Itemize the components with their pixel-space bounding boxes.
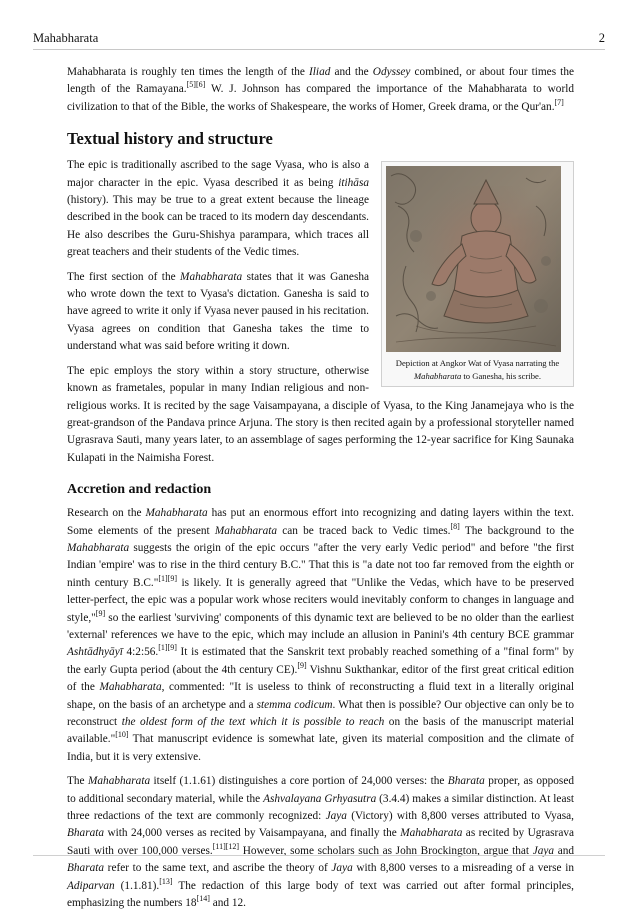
citation-link[interactable]: [7] [554, 98, 564, 108]
citation-link[interactable]: [10] [115, 730, 129, 740]
section-heading-textual-history: Textual history and structure [67, 129, 273, 149]
paragraph-ganesha: The first section of the Mahabharata states that it was Ganesha who wrote down the text to Vyasa's dictation. Ganesha is said to have agreed to write it only if Vyasa never paused in his recitation. Vyasa agrees on condition that Ganesha takes the time to understand what was said before writing it down. [67, 270, 370, 353]
running-header [33, 31, 605, 50]
angkor-wat-relief-image[interactable] [386, 166, 561, 352]
figure-caption: Depiction at Angkor Wat of Vyasa narrating the Mahabharata to Ganesha, his scribe. [395, 358, 560, 382]
page-number: 2 [598, 31, 605, 45]
citation-link[interactable]: [5][6] [186, 80, 206, 90]
intro-paragraph: Mahabharata is roughly ten times the length of the Iliad and the Odyssey combined, or about four times the length of the Ramayana.[5][6] W. J. Johnson has compared the importance of the Mahabharata to world civilization to that of the Bible, the works of Shakespeare, the works of Homer, Greek drama, or the Qur'an.[7] [67, 66, 574, 113]
paragraph-research: Research on the Mahabharata has put an enormous effort into recognizing and dating layers within the text. Some elements of the present Mahabharata can be traced back to Vedic times.[8] The background to the Mahabharata suggests the origin of the epic occurs "after the very early Vedic period" and before "the first Indian 'empire' was to rise in the third century B.C." That this is "a date not too far removed from the eighth or ninth century B.C."[1][9] is likely. It is generally agreed that "Unlike the Vedas, which have to be preserved letter-perfect, the epic was a popular work whose reciters would inevitably conform to changes in language and style,"[9] so the earliest 'surviving' components of this dynamic text are believed to be no older than the earliest 'external' references we have to the epic, which may include an allusion in Panini's 4th century BCE grammar Ashtādhyāyī 4:2:56.[1][9] It is estimated that the Sanskrit text probably reached something of a "final form" by the early Gupta period (about the 4th century CE).[9] Vishnu Sukthankar, editor of the first great critical edition of the Mahabharata, commented: "It is useless to think of reconstructing a fluid text in a literally original shape, on the basis of an archetype and a stemma codicum. What then is possible? Our objective can only be to reconstruct the oldest form of the text which it is possible to reach on the basis of the manuscript material available."[10] That manuscript evidence is somewhat late, given its material composition and the climate of India, but it is very extensive. [67, 507, 575, 763]
paragraph-redactions: The Mahabharata itself (1.1.61) distinguishes a core portion of 24,000 verses: the Bharata proper, as opposed to additional secondary material, while the Ashvalayana Grhyasutra (3.4.4) makes a similar distinction. At least three redactions of the text are commonly recognized: Jaya (Victory) with 8,800 verses attributed to Vyasa, Bharata with 24,000 verses as recited by Vaisampayana, and finally the Mahabharata as recited by Ugrasrava Sauti with over 100,000 verses.[11][12] However, some scholars such as John Brockington, argue that Jaya and Bharata refer to the same text, and ascribe the theory of Jaya with 8,800 verses to a misreading of a verse in Adiparvan (1.1.81).[13] The redaction of this large body of text was carried out after formal principles, emphasizing the numbers 18[14] and 12. [67, 775, 574, 910]
angkor-wat-figure [381, 161, 574, 387]
section-heading-accretion: Accretion and redaction [67, 482, 212, 498]
citation-link[interactable]: [1][9] [158, 643, 177, 653]
paragraph-frametales: The epic employs the story within a story structure, otherwise known as frametales, popular in many Indian religious and non-religious works. It is recited by the sage Vaisampayana, a disciple of Vyasa, to the King Janamejaya who is the great-grandson of the Pandava prince Arjuna. The story is then recited again by a professional storyteller named Ugrasrava Sauti, many years later, to an assemblage of sages performing the 12-year sacrifice for King Saunaka Kulapati in the Naimisha Forest. [67, 364, 574, 464]
header-title: Mahabharata [33, 31, 99, 45]
citation-link[interactable]: [9] [297, 661, 307, 671]
citation-link[interactable]: [11][12] [212, 842, 240, 852]
footer-rule [33, 855, 605, 856]
citation-link[interactable]: [8] [450, 521, 460, 531]
citation-link[interactable]: [13] [159, 876, 173, 886]
article-body [67, 64, 574, 919]
citation-link[interactable]: [14] [196, 894, 210, 904]
citation-link[interactable]: [9] [95, 608, 106, 618]
citation-link[interactable]: [1][9] [158, 573, 178, 583]
paragraph-vyasa: The epic is traditionally ascribed to the sage Vyasa, who is also a major character in the epic. Vyasa described it as being itihāsa (history). This may be true to a great extent because the lineage described in the book can be traced to its modern day descendants. He also describes the Guru-Shishya parampara, which traces all great teachers and their students of the Vedic times. [67, 159, 369, 259]
